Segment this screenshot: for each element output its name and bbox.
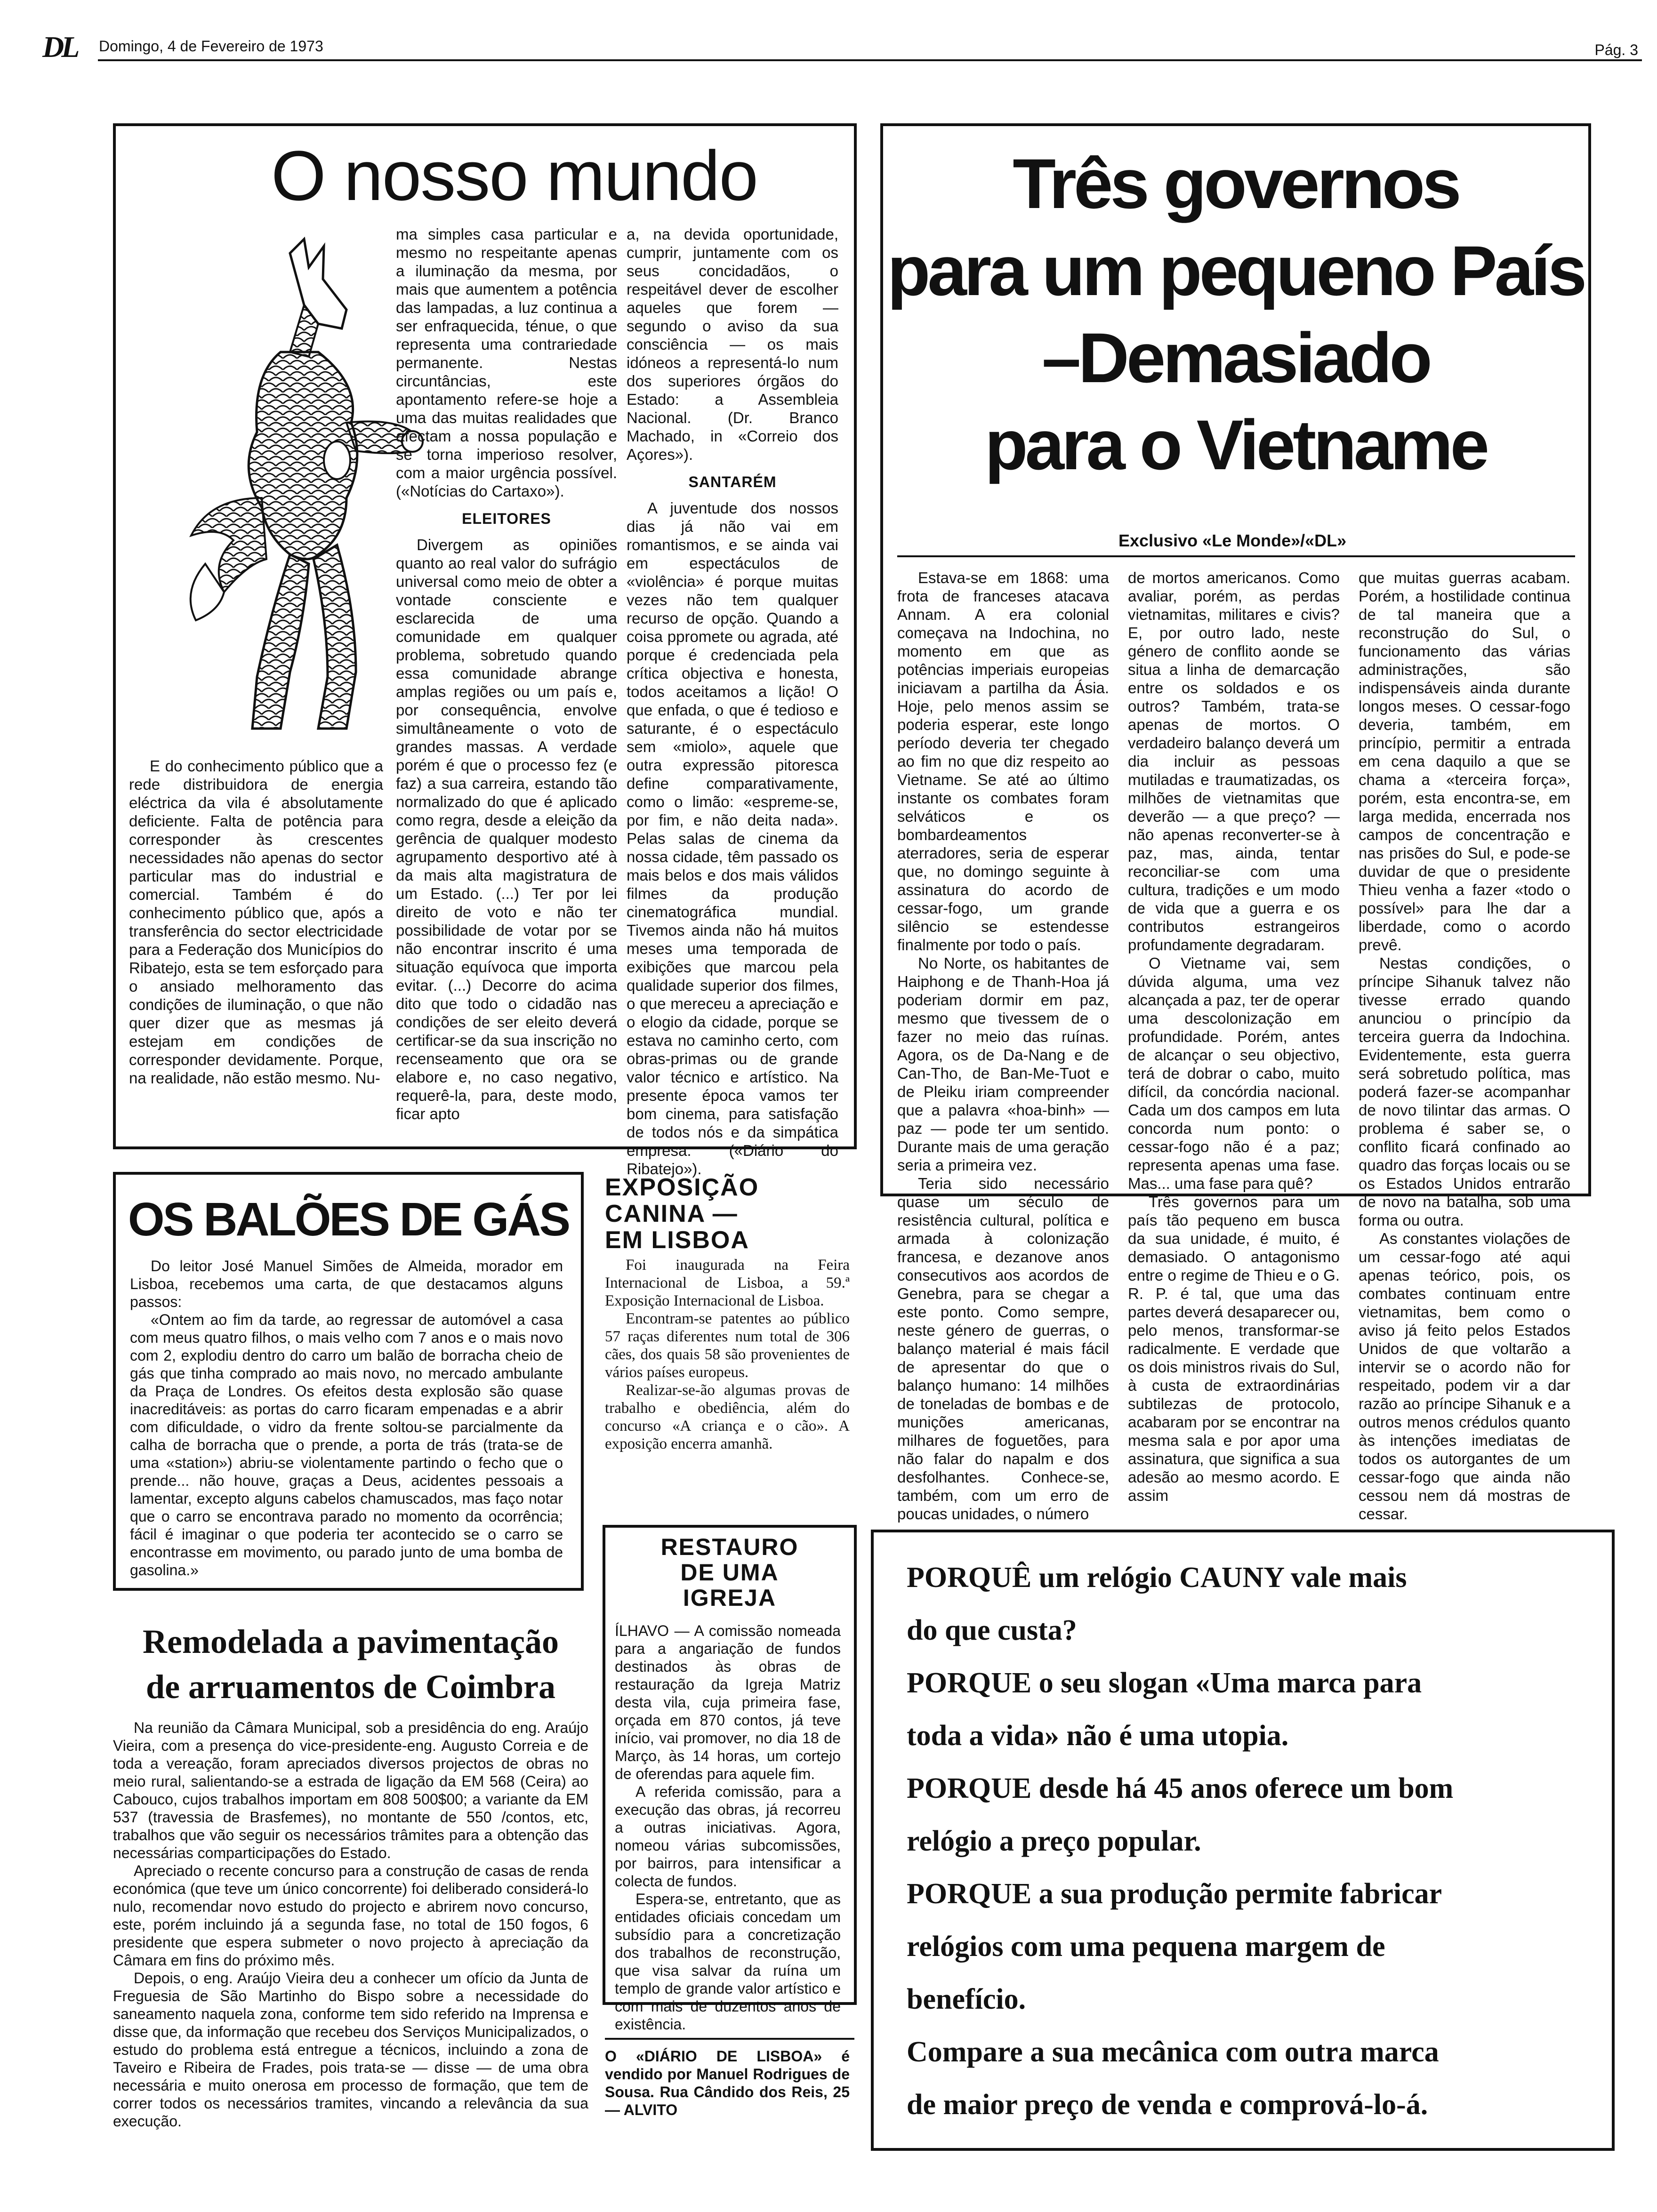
nosso-mundo-title: O nosso mundo <box>271 136 757 215</box>
headline-line: Três governos <box>1013 144 1459 223</box>
tres-governos-box <box>880 123 1591 1523</box>
restauro-box <box>603 1525 857 2033</box>
baloes-box <box>113 1172 584 1591</box>
ad-line: benefício. <box>907 1983 1026 2015</box>
nosso-mundo-col3 <box>627 225 838 1178</box>
title-line: EXPOSIÇÃO <box>605 1174 759 1201</box>
paragraph: A juventude dos nossos dias já não vai em romantismos, e se ainda vai em espectáculos de «violência» é porque muitas vezes não tem qualquer recurso de opção. Quando a coisa ppromete ou agrada, até porque é credenciada pela crítica objectiva e honesta, todos aceitamos a lição! O que enfada, o que é tedioso e saturante, é o espectáculo sem «miolo», aquele que outra expressão pitoresca define comparativamente, como o limão: «espreme-se, por fim, e não deita nada». Pelas salas de cinema da nossa cidade, têm passado os mais belos e dos mais válidos filmes da produção cinematográfica mundial. Tivemos ainda não há muitos meses uma temporada de exibições que marcou pela qualidade superior dos filmes, o que mereceu a apreciação e o elogio da cidade, porque se estava no caminho certo, com obras-primas ou de grande valor técnico e artístico. Na presente época vamos ter bom cinema, para satisfação de todos nós e da simpática empresa. («Diário do Ribatejo»). <box>627 499 838 1178</box>
cauny-ad-text <box>907 1551 1453 2131</box>
tres-governos-headline <box>883 140 1588 489</box>
tres-governos-col3 <box>1359 569 1570 1523</box>
paragraph: Foi inaugurada na Feira Internacional de Lisboa, a 59.ª Exposição Internacional de Lisboa. <box>605 1257 850 1309</box>
paragraph: Três governos para um país tão pequeno em busca da sua unidade, é muito, é demasiado. O antagonismo entre o regime de Thieu e o G. R. P. é tal, que uma das partes deverá desaparecer ou, pelo menos, transformar-se radicalmente. E verdade que os dois ministros rivais do Sul, à custa de extraordinárias subtilezas de protocolo, acabaram por se encontrar na mesma sala e por apor uma assinatura, que significa a sua adesão ao mesmo acordo. E assim <box>1128 1193 1340 1504</box>
nosso-mundo-col2 <box>396 225 617 1123</box>
paragraph: ma simples casa particular e mesmo no respeitante apenas a iluminação da mesma, por mais que aumentem a potência das lampadas, a luz continua a ser enfraquecida, ténue, o que representa uma contrariedade permanente. Nestas circuntâncias, este apontamento refere-se hoje a uma das muitas realidades que afectam a nossa população e se torna imperioso resolver, com a maior urgência possível. («Notícias do Cartaxo»). <box>396 225 617 500</box>
paragraph: Espera-se, entretanto, que as entidades oficiais concedam um subsídio para a concretização dos trabalhos de reconstrução, que visa salvar da ruína um templo de grande valor artístico e com mais de duzentos anos de existência. <box>615 1891 841 2033</box>
paragraph: Divergem as opiniões quanto ao real valor do sufrágio universal como meio de obter a vontade consciente e esclarecida de uma comunidade em qualquer problema, sobretudo quando essa comunidade abrange amplas regiões ou um país e, por consequência, envolve simultâneamente o voto de grandes massas. A verdade porém é que o processo fez (e faz) a sua carreira, estando tão normalizado do que é aplicado como regra, desde a eleição da gerência de qualquer modesto agrupamento desportivo até à da mais alta magistratura de um Estado. (...) Ter por lei direito de voto e não ter possibilidade de votar por se não encontrar inscrito é uma situação equívoca que importa evitar. (...) Decorre do acima dito que todo o cidadão nas condições de ser eleito deverá certificar-se da sua inscrição no recenseamento que ora se elabore e, no caso negativo, requerê-la, para, deste modo, ficar apto <box>396 536 617 1122</box>
cauny-ad-box <box>871 1530 1615 2151</box>
paragraph: Estava-se em 1868: uma frota de franceses atacava Annam. A era colonial começava na Indochina, no momento em que as potências imperiais europeias iniciavam a partilha da Ásia. Hoje, pelo menos assim se poderia esperar, este longo período deveria ter chegado ao fim no que diz respeito ao Vietname. Se até ao último instante os combates foram selváticos e os bombardeamentos aterradores, seria de esperar que, no domingo seguinte à assinatura do acordo de cessar-fogo, um grande silêncio se estendesse finalmente por todo o país. <box>897 569 1109 954</box>
exposicao-title <box>605 1174 850 1253</box>
headline-line: para um pequeno País <box>887 231 1585 310</box>
subheading-eleitores: ELEITORES <box>462 510 551 527</box>
page-number: Pág. 3 <box>1594 41 1638 58</box>
restauro-text <box>615 1622 841 2033</box>
paragraph: Depois, o eng. Araújo Vieira deu a conhecer um ofício da Junta de Freguesia de São Martinho do Bispo sobre a necessidade do saneamento naquela zona, conforme tem sido referido na Imprensa e disse que, da informação que recebeu dos Serviços Municipalizados, o estudo do problema está entregue a técnicos, incluindo a zona de Taveiro e Ribeira de Frades, pois trata-se — disse — de uma obra necessária e muito onerosa em processo de formação, que tem de correr todos os necessários tramites, vincando a relevância da sua execução. <box>113 1970 588 2130</box>
subheading-santarem: SANTARÉM <box>688 473 777 490</box>
paragraph: «Ontem ao fim da tarde, ao regressar de automóvel a casa com meus quatro filhos, o mais velho com 7 anos e o mais novo com 2, explodiu dentro do carro um balão de borracha cheio de gás que tinha comprado ao mais novo, no mercado ambulante da Praça de Londres. Os efeitos desta explosão são quase inacreditáveis: as portas do carro ficaram empenadas e a abrir com dificuldade, o vidro da frente soltou-se parcialmente da calha de borracha que o prende, a porta de trás (trata-se de uma «station») abriu-se violentamente partindo o fecho que o prende... não houve, graças a Deus, acidentes pessoais a lamentar, excepto alguns cabelos chamuscados, mas faço notar que o carro se encontrava parado no momento da ocorrência; fácil é imaginar o que poderia ter acontecido se o carro se encontrasse em movimento, ou parado junto de uma bomba de gasolina.» <box>130 1311 563 1579</box>
newspaper-logo: DL <box>42 30 77 64</box>
ad-line: PORQUE o seu slogan «Uma marca para <box>907 1667 1422 1699</box>
diario-notice <box>605 2047 850 2119</box>
paragraph: No Norte, os habitantes de Haiphong e de Thanh-Hoa já poderiam dormir em paz, mesmo que tivessem de o fazer no meio das ruínas. Agora, os de Da-Nang e de Can-Tho, de Ban-Me-Tuot e de Pleiku iriam compreender que a palavra «hoa-binh» — paz — pode ter um sentido. Durante mais de uma geração seria a primeira vez. <box>897 954 1109 1174</box>
paragraph: Teria sido necessário quase um século de resistência cultural, política e armada à colonização francesa, e dezanove anos consecutivos aos acordos de Genebra, para se chegar a este ponto. Como sempre, neste género de guerras, o balanço material é mais fácil de apresentar do que o balanço humano: 14 milhões de toneladas de bombas e de munições americanas, milhares de foguetões, para não falar do napalm e dos desfolhantes. Conhece-se, também, com um erro de poucas unidades, o número <box>897 1175 1109 1523</box>
paragraph: Do leitor José Manuel Simões de Almeida, morador em Lisboa, recebemos uma carta, de que destacamos alguns passos: <box>130 1258 563 1310</box>
page-header <box>42 28 1643 64</box>
title-line: DE UMA <box>680 1559 779 1586</box>
title-line: EM LISBOA <box>605 1226 749 1254</box>
exposicao-article <box>605 1174 850 1453</box>
paragraph: Nestas condições, o príncipe Sihanuk talvez não tivesse errado quando anunciou o princípio da terceira guerra da Indochina. Evidentemente, esta guerra será sobretudo política, mas poderá fazer-se acompanhar de novo tilintar das armas. O problema é saber se, o conflito ficará confinado ao quadro das forças locais ou se os Estados Unidos entrarão de novo na batalha, sob uma forma ou outra. <box>1359 954 1570 1229</box>
paragraph: de mortos americanos. Como avaliar, porém, as perdas vietnamitas, militares e civis? E, por outro lado, neste género de conflito aonde se situa a linha de demarcação entre os soldados e os outros? Também, trata-se apenas de mortos. O verdadeiro balanço deverá um dia incluir as pessoas mutiladas e traumatizadas, os milhões de vietnamitas que deverão — a que preço? — não apenas reconverter-se à paz, mas, ainda, tentar reconciliar-se com uma cultura, tradições e um modo de vida que a guerra e os contributos estrangeiros profundamente degradaram. <box>1128 569 1340 954</box>
paragraph: Encontram-se patentes ao público 57 raças diferentes num total de 306 cães, dos quais 58 são provenientes de vários países europeus. <box>605 1310 850 1381</box>
restauro-title <box>605 1534 854 1611</box>
title-line: Remodelada a pavimentação <box>143 1623 559 1660</box>
paragraph: Realizar-se-ão algumas provas de trabalho e obediência, além do concurso «A criança e o cão». A exposição encerra amanhã. <box>605 1382 850 1452</box>
tres-governos-col1 <box>897 569 1109 1523</box>
diario-notice-rule <box>605 2038 854 2040</box>
ad-line: toda a vida» não é uma utopia. <box>907 1720 1289 1752</box>
ad-line: do que custa? <box>907 1614 1077 1646</box>
ad-line: de maior preço de venda e comprová-lo-á. <box>907 2089 1428 2121</box>
title-line: IGREJA <box>683 1585 777 1611</box>
paragraph: a, na devida oportunidade, cumprir, juntamente com os seus concidadãos, o respeitável dever de escolher aqueles que forem — segundo o aviso da sua consciência — os mais idóneos a representá-lo num dos superiores órgãos do Estado: a Assembleia Nacional. (Dr. Branco Machado, in «Correio dos Açores»). <box>627 225 838 463</box>
paragraph: Apreciado o recente concurso para a construção de casas de renda económica (que teve um único concorrente) foi deliberado considerá-lo nulo, recomendar novo estudo do projecto e abrirem novo concurso, este, porém incluindo já a segunda fase, no total de 150 fogos, 6 presidente que espera submeter o novo projecto à apreciação da Câmara em fins do próximo mês. <box>113 1862 588 1969</box>
headline-line: –Demasiado <box>1042 318 1430 397</box>
tres-governos-col2 <box>1128 569 1340 1505</box>
paragraph: O Vietname vai, sem dúvida alguma, uma vez alcançada a paz, ter de operar uma descolonização em profundidade. Porém, antes de alcançar o seu objectivo, terá de dobrar o cabo, muito difícil, da concórdia nacional. Cada um dos campos em luta concorda num ponto: o cessar-fogo não é a paz; representa apenas uma fase. Mas... uma fase para quê? <box>1128 954 1340 1192</box>
ad-line: Compare a sua mecânica com outra marca <box>907 2036 1439 2068</box>
exclusivo-credit: Exclusivo «Le Monde»/«DL» <box>1118 531 1347 550</box>
header-rule <box>98 59 1642 61</box>
remodelada-article <box>113 1619 588 2130</box>
ad-line: relógio a preço popular. <box>907 1825 1201 1857</box>
nosso-mundo-box <box>113 123 857 1178</box>
remodelada-title <box>113 1619 588 1709</box>
paragraph: As constantes violações de um cessar-fogo até aqui apenas teórico, pois, os combates continuam entre vietnamitas, bem como o aviso já feito pelos Estados Unidos de que voltarão a intervir se o acordo não for respeitado, podem vir a dar razão ao príncipe Sihanuk e a outros menos crédulos quanto às intenções imediatas de todos os autorgantes de um cessar-fogo que ainda não cessou nem dá mostras de cessar. <box>1359 1230 1570 1523</box>
paragraph: ÍLHAVO — A comissão nomeada para a angariação de fundos destinados às obras de restauração da Igreja Matriz desta vila, cuja primeira fase, orçada em 870 contos, já teve início, vai promover, no dia 18 de Março, às 14 horas, um cortejo de oferendas para aquele fim. <box>615 1622 841 1782</box>
paragraph: E do conhecimento público que a rede distribuidora de energia eléctrica da vila é absolutamente deficiente. Falta de potência para corresponder às crescentes necessidades não apenas do sector particular mas do industrial e comercial. Também é do conhecimento público que, após a transferência do sector electricidade para a Federação dos Municípios do Ribatejo, esta se tem esforçado para o ansiado melhoramento das condições de iluminação, o que não quer dizer que as mesmas já estejam em condições de corresponder devidamente. Porque, na realidade, não estão mesmo. Nu- <box>129 757 383 1087</box>
nosso-mundo-col1 <box>129 757 383 1087</box>
ad-line: relógios com uma pequena margem de <box>907 1931 1385 1963</box>
baloes-text <box>130 1257 563 1579</box>
remodelada-text <box>113 1719 588 2130</box>
paragraph: O «DIÁRIO DE LISBOA» é vendido por Manuel Rodrigues de Sousa. Rua Cândido dos Reis, 25 — ALVITO <box>605 2048 850 2118</box>
ad-line: PORQUÊ um relógio CAUNY vale mais <box>907 1562 1407 1594</box>
paragraph: A referida comissão, para a execução das obras, já recorreu a outras iniciativas. Agora, nomeou várias subcomissões, por bairros, para intensificar a colecta de fundos. <box>615 1783 841 1890</box>
title-line: CANINA — <box>605 1200 738 1227</box>
ad-line: PORQUE a sua produção permite fabricar <box>907 1878 1442 1910</box>
baloes-title: OS BALÕES DE GÁS <box>128 1193 569 1246</box>
paragraph: Na reunião da Câmara Municipal, sob a presidência do eng. Araújo Vieira, com a presença do vice-presidente-eng. Augusto Correia e de toda a vereação, foram apreciados diversos projectos de obras no meio rural, salientando-se a estrada de ligação da EM 568 (Ceira) ao Cabouco, cujos trabalhos importam em 808 500$00; a variante da EM 537 (travessia de Brasfemes), no montante de 550 /contos, etc, trabalhos que vão seguir os necessários trâmites para a obtenção das necessárias comparticipações do Estado. <box>113 1719 588 1861</box>
exposicao-text <box>605 1256 850 1453</box>
title-line: de arruamentos de Coimbra <box>146 1668 555 1706</box>
exclusivo-rule <box>897 555 1575 557</box>
title-line: RESTAURO <box>660 1534 799 1560</box>
paragraph: que muitas guerras acabam. Porém, a hostilidade continua de tal maneira que a reconstrução do Sul, o funcionamento das várias administrações, são indispensáveis ainda durante longos meses. O cessar-fogo deveria, também, em princípio, permitir a entrada em cena daquilo a que se chama a «terceira força», porém, esta encontra-se, em larga medida, encerrada nos campos de concentração e nas prisões do Sul, e pode-se duvidar de que o presidente Thieu venha a fazer «todo o possível» para lhe dar a liberdade, como o acordo prevê. <box>1359 569 1570 954</box>
headline-line: para o Vietname <box>984 405 1487 484</box>
ad-line: PORQUE desde há 45 anos oferece um bom <box>907 1772 1454 1804</box>
issue-date: Domingo, 4 de Fevereiro de 1973 <box>99 38 323 55</box>
